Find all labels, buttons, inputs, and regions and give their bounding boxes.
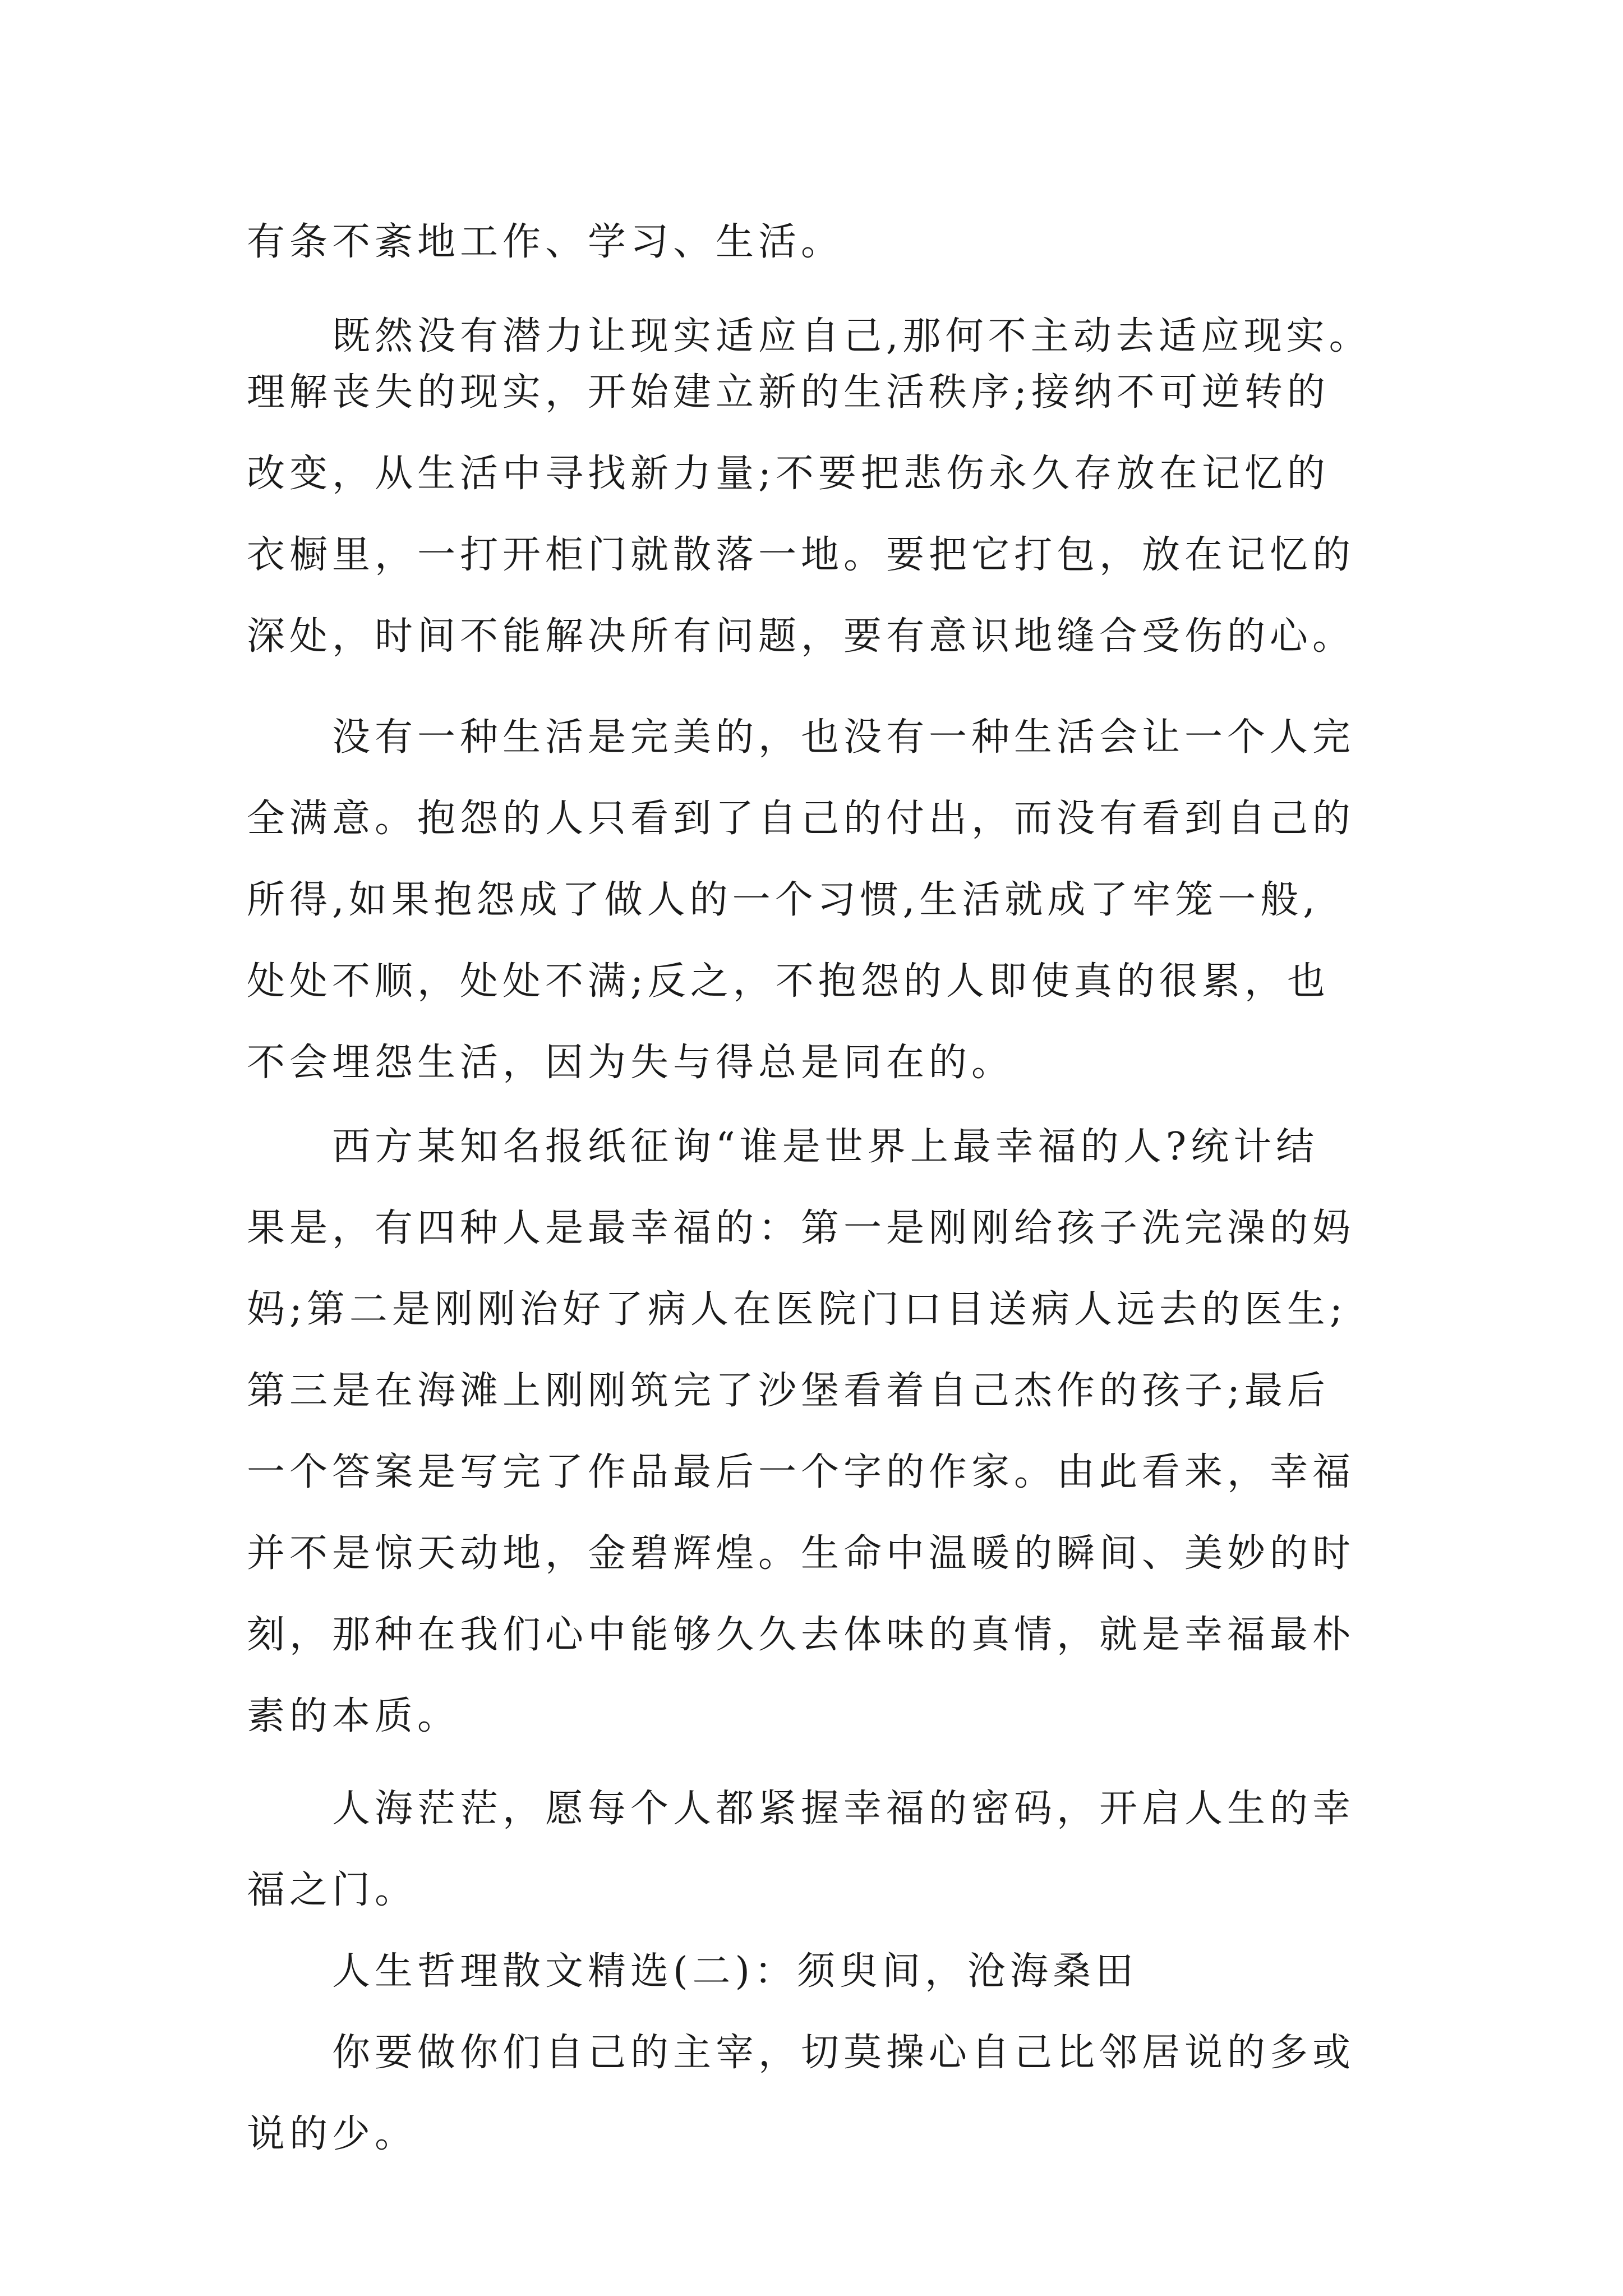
text-line: 一个答案是写完了作品最后一个字的作家。由此看来，幸福 (247, 1450, 1355, 1494)
text-line: 第三是在海滩上刚刚筑完了沙堡看着自己杰作的孩子;最后 (247, 1369, 1330, 1413)
text-line: 刻，那种在我们心中能够久久去体味的真情，就是幸福最朴 (247, 1613, 1355, 1657)
paragraph-first-line: 没有一种生活是完美的，也没有一种生活会让一个人完 (332, 715, 1355, 760)
text-line: 有条不紊地工作、学习、生活。 (247, 220, 844, 264)
paragraph-first-line: 你要做你们自己的主宰，切莫操心自己比邻居说的多或 (332, 2031, 1355, 2075)
text-line: 全满意。抱怨的人只看到了自己的付出，而没有看到自己的 (247, 797, 1355, 841)
text-line: 并不是惊天动地，金碧辉煌。生命中温暖的瞬间、美妙的时 (247, 1531, 1355, 1576)
text-line: 所得,如果抱怨成了做人的一个习惯,生活就成了牢笼一般, (247, 878, 1320, 922)
text-line: 理解丧失的现实，开始建立新的生活秩序;接纳不可逆转的 (247, 370, 1330, 415)
text-line: 妈;第二是刚刚治好了病人在医院门口目送病人远去的医生; (247, 1287, 1347, 1332)
text-line: 素的本质。 (247, 1694, 460, 1738)
paragraph-first-line: 人海茫茫，愿每个人都紧握幸福的密码，开启人生的幸 (332, 1787, 1355, 1831)
text-line: 说的少。 (247, 2112, 418, 2156)
text-line: 深处，时间不能解决所有问题，要有意识地缝合受伤的心。 (247, 614, 1355, 659)
text-line: 改变，从生活中寻找新力量;不要把悲伤永久存放在记忆的 (247, 452, 1330, 496)
paragraph-first-line: 既然没有潜力让现实适应自己,那何不主动去适应现实。 (332, 314, 1372, 358)
text-line: 果是，有四种人是最幸福的：第一是刚刚给孩子洗完澡的妈 (247, 1206, 1355, 1250)
section-heading: 人生哲理散文精选(二)：须臾间，沧海桑田 (332, 1949, 1138, 1994)
text-line: 处处不顺，处处不满;反之，不抱怨的人即使真的很累，也 (247, 959, 1330, 1004)
text-line: 福之门。 (247, 1868, 418, 1912)
text-line: 衣橱里，一打开柜门就散落一地。要把它打包，放在记忆的 (247, 533, 1355, 577)
text-line: 不会埋怨生活，因为失与得总是同在的。 (247, 1041, 1015, 1085)
paragraph-first-line: 西方某知名报纸征询“谁是世界上最幸福的人?统计结 (332, 1125, 1319, 1169)
